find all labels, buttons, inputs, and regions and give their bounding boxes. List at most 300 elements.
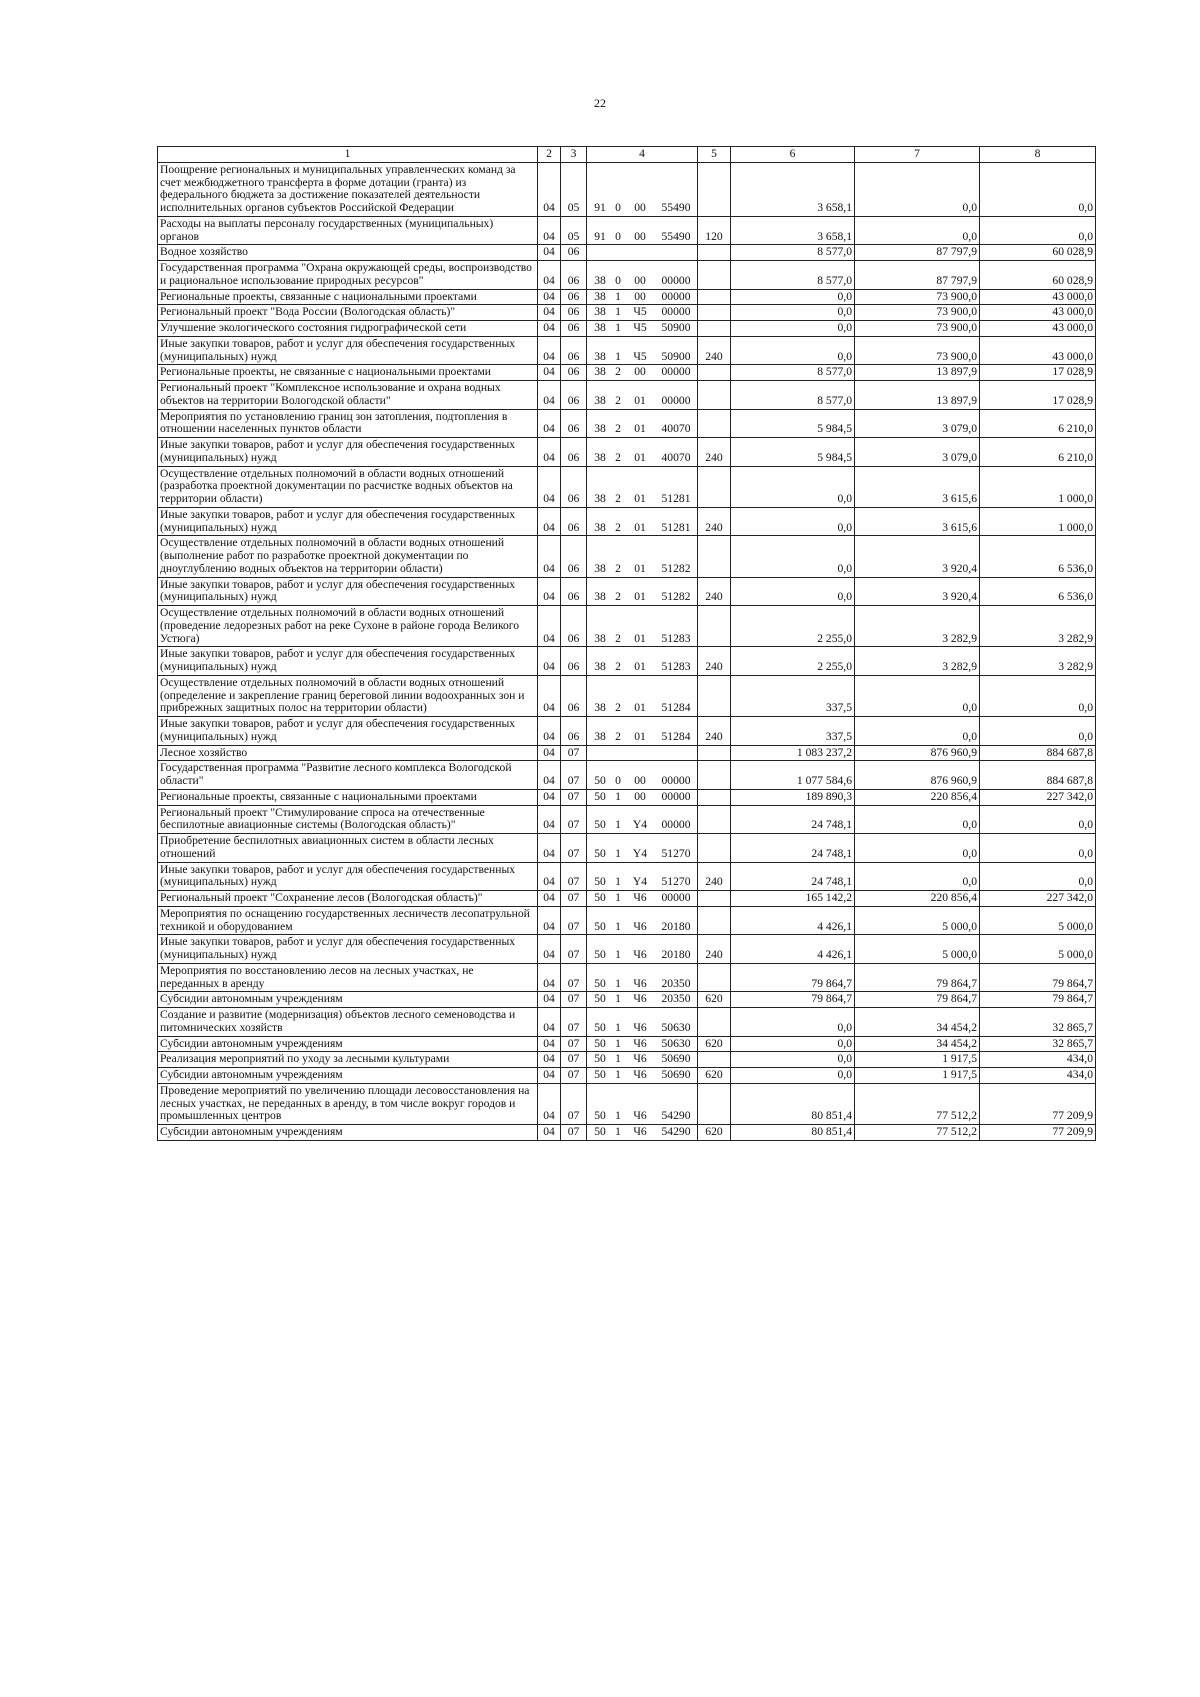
code-part: 51283 (661, 631, 691, 645)
code-section: 04 (538, 536, 561, 577)
code-section: 04 (538, 289, 561, 305)
table-row (158, 577, 1096, 606)
code-part: 2 (615, 422, 621, 436)
table-row (158, 1036, 1096, 1052)
amount-col-7: 220 856,4 (855, 891, 980, 907)
code-part: 01 (634, 393, 646, 407)
code-part: 50 (594, 1068, 606, 1081)
amount-col-8: 0,0 (980, 216, 1096, 245)
amount-col-6: 4 426,1 (731, 906, 855, 935)
code-subsection: 07 (561, 761, 587, 790)
code-section: 04 (538, 336, 561, 365)
amount-col-6: 3 658,1 (731, 162, 855, 216)
amount-col-7: 3 615,6 (855, 466, 980, 507)
budget-table (157, 146, 1096, 1141)
amount-col-8: 0,0 (980, 862, 1096, 891)
table-row (158, 507, 1096, 536)
code-target-article (587, 675, 698, 716)
code-section: 04 (538, 1068, 561, 1084)
code-part: 50 (594, 891, 606, 904)
code-part: 20180 (661, 948, 691, 961)
code-target-article (587, 963, 698, 992)
code-target-article (587, 305, 698, 321)
code-part: 1 (615, 289, 621, 303)
code-target-article (587, 1125, 698, 1141)
amount-col-8: 32 865,7 (980, 1036, 1096, 1052)
code-part: 1 (615, 818, 621, 832)
code-target-article (587, 1068, 698, 1084)
header-row (158, 147, 1096, 163)
code-part: 38 (594, 520, 606, 534)
code-part: 38 (594, 365, 606, 379)
row-name: Региональный проект "Стимулирование спроса на отечественные беспилотные авиационные системы (Вологодская область)" (158, 805, 538, 834)
code-section: 04 (538, 438, 561, 467)
code-expense-type (698, 289, 731, 305)
amount-col-8: 5 000,0 (980, 935, 1096, 964)
code-part: 51284 (661, 729, 691, 743)
code-part: 00000 (661, 273, 691, 287)
amount-col-7: 77 512,2 (855, 1125, 980, 1141)
code-section: 04 (538, 321, 561, 337)
code-expense-type: 240 (698, 577, 731, 606)
code-part: 0 (615, 273, 621, 287)
code-expense-type (698, 466, 731, 507)
code-part: 38 (594, 561, 606, 575)
code-target-article (587, 1036, 698, 1052)
amount-col-8: 32 865,7 (980, 1008, 1096, 1037)
amount-col-8: 77 209,9 (980, 1083, 1096, 1124)
code-subsection: 06 (561, 245, 587, 261)
code-section: 04 (538, 466, 561, 507)
code-target-article (587, 261, 698, 290)
row-name: Мероприятия по установлению границ зон затопления, подтопления в отношении населенных пунктов области (158, 409, 538, 438)
code-expense-type (698, 963, 731, 992)
table-row (158, 536, 1096, 577)
code-subsection: 06 (561, 381, 587, 410)
amount-col-7: 220 856,4 (855, 789, 980, 805)
amount-col-6: 0,0 (731, 289, 855, 305)
code-expense-type: 620 (698, 1068, 731, 1084)
code-part: 00000 (661, 774, 691, 787)
code-part: Ч6 (633, 1052, 647, 1066)
amount-col-6: 0,0 (731, 577, 855, 606)
row-name: Иные закупки товаров, работ и услуг для обеспечения государственных (муниципальных) нужд (158, 717, 538, 746)
row-name: Региональный проект "Комплексное использование и охрана водных объектов на территории Вологодской области" (158, 381, 538, 410)
amount-col-8: 43 000,0 (980, 289, 1096, 305)
code-part: Y4 (632, 875, 648, 889)
amount-col-7: 13 897,9 (855, 381, 980, 410)
amount-col-6: 0,0 (731, 466, 855, 507)
amount-col-7: 34 454,2 (855, 1036, 980, 1052)
code-part: 00 (634, 289, 646, 303)
code-subsection: 06 (561, 365, 587, 381)
amount-col-8: 0,0 (980, 162, 1096, 216)
code-part: 55490 (661, 229, 691, 243)
code-target-article (587, 507, 698, 536)
code-subsection: 06 (561, 261, 587, 290)
amount-col-6: 1 083 237,2 (731, 745, 855, 761)
code-target-article (587, 216, 698, 245)
code-part: 50 (594, 1020, 606, 1034)
amount-col-8: 79 864,7 (980, 963, 1096, 992)
amount-col-8: 434,0 (980, 1052, 1096, 1068)
code-subsection: 07 (561, 789, 587, 805)
code-expense-type (698, 261, 731, 290)
code-expense-type (698, 761, 731, 790)
code-part: 38 (594, 349, 606, 363)
code-section: 04 (538, 862, 561, 891)
amount-col-7: 3 920,4 (855, 536, 980, 577)
amount-col-6: 0,0 (731, 536, 855, 577)
code-section: 04 (538, 409, 561, 438)
code-target-article (587, 466, 698, 507)
code-target-article (587, 245, 698, 261)
code-part: 38 (594, 289, 606, 303)
amount-col-7: 0,0 (855, 862, 980, 891)
code-part: 01 (634, 590, 646, 604)
table-row (158, 261, 1096, 290)
code-subsection: 07 (561, 834, 587, 863)
code-expense-type (698, 536, 731, 577)
code-section: 04 (538, 761, 561, 790)
table-row (158, 805, 1096, 834)
amount-col-6: 3 658,1 (731, 216, 855, 245)
amount-col-7: 34 454,2 (855, 1008, 980, 1037)
code-part: 50630 (661, 1020, 691, 1034)
code-subsection: 07 (561, 1036, 587, 1052)
amount-col-6: 8 577,0 (731, 245, 855, 261)
row-name: Осуществление отдельных полномочий в области водных отношений (разработка проектной документации по расчистке водных объектов на территории области) (158, 466, 538, 507)
amount-col-8: 60 028,9 (980, 245, 1096, 261)
code-part: 0 (615, 774, 621, 787)
amount-col-8: 0,0 (980, 834, 1096, 863)
code-subsection: 07 (561, 1068, 587, 1084)
code-section: 04 (538, 1008, 561, 1037)
code-target-article (587, 745, 698, 761)
amount-col-8: 227 342,0 (980, 789, 1096, 805)
code-expense-type: 620 (698, 1036, 731, 1052)
code-target-article (587, 717, 698, 746)
header-cell: 2 (538, 147, 561, 163)
amount-col-6: 2 255,0 (731, 647, 855, 676)
amount-col-6: 0,0 (731, 1008, 855, 1037)
code-target-article (587, 381, 698, 410)
amount-col-7: 876 960,9 (855, 745, 980, 761)
amount-col-6: 24 748,1 (731, 862, 855, 891)
code-part: Ч6 (633, 1109, 647, 1123)
table-row (158, 992, 1096, 1008)
code-expense-type (698, 789, 731, 805)
code-target-article (587, 862, 698, 891)
code-subsection: 07 (561, 1125, 587, 1141)
row-name: Осуществление отдельных полномочий в области водных отношений (проведение ледорезных работ на реке Сухоне в районе города Великого Устюга) (158, 606, 538, 647)
code-part: 50690 (661, 1052, 691, 1066)
code-part: 91 (594, 201, 606, 214)
table-row (158, 245, 1096, 261)
code-part: 50900 (661, 349, 691, 363)
code-part: 50 (594, 948, 606, 961)
code-part: Ч6 (633, 992, 647, 1006)
code-part: 00 (634, 774, 646, 787)
code-part: 38 (594, 660, 606, 673)
amount-col-6: 0,0 (731, 1036, 855, 1052)
table-row (158, 1008, 1096, 1037)
amount-col-7: 3 920,4 (855, 577, 980, 606)
code-target-article (587, 1083, 698, 1124)
code-expense-type: 120 (698, 216, 731, 245)
row-name: Иные закупки товаров, работ и услуг для обеспечения государственных (муниципальных) нужд (158, 336, 538, 365)
header-cell: 1 (158, 147, 538, 163)
code-part: 50 (594, 1052, 606, 1066)
code-target-article (587, 789, 698, 805)
code-target-article (587, 992, 698, 1008)
amount-col-8: 17 028,9 (980, 365, 1096, 381)
code-part: 1 (615, 305, 621, 319)
code-expense-type: 240 (698, 438, 731, 467)
code-expense-type (698, 162, 731, 216)
code-subsection: 06 (561, 466, 587, 507)
row-name: Осуществление отдельных полномочий в области водных отношений (выполнение работ по разработке проектной документации по дноуглублению водных объектов на территории области) (158, 536, 538, 577)
amount-col-8: 0,0 (980, 717, 1096, 746)
code-part: 38 (594, 422, 606, 436)
code-part: 1 (615, 349, 621, 363)
amount-col-7: 77 512,2 (855, 1083, 980, 1124)
row-name: Лесное хозяйство (158, 745, 538, 761)
code-part: 2 (615, 561, 621, 575)
code-expense-type (698, 305, 731, 321)
amount-col-7: 13 897,9 (855, 365, 980, 381)
amount-col-7: 3 282,9 (855, 606, 980, 647)
amount-col-8: 17 028,9 (980, 381, 1096, 410)
code-part: Ч6 (633, 1125, 647, 1138)
code-subsection: 07 (561, 805, 587, 834)
code-part: 1 (615, 891, 621, 904)
code-section: 04 (538, 805, 561, 834)
code-part: 51270 (661, 875, 691, 889)
code-part: 20350 (661, 992, 691, 1006)
code-part: 2 (615, 729, 621, 743)
amount-col-7: 0,0 (855, 216, 980, 245)
code-part: 38 (594, 305, 606, 319)
code-subsection: 06 (561, 536, 587, 577)
code-section: 04 (538, 935, 561, 964)
row-name: Региональные проекты, не связанные с национальными проектами (158, 365, 538, 381)
code-expense-type: 620 (698, 1125, 731, 1141)
code-part: 51270 (661, 846, 691, 860)
code-section: 04 (538, 261, 561, 290)
amount-col-7: 3 079,0 (855, 438, 980, 467)
code-section: 04 (538, 963, 561, 992)
amount-col-7: 0,0 (855, 675, 980, 716)
amount-col-8: 0,0 (980, 675, 1096, 716)
code-part: 40070 (661, 450, 691, 464)
code-part: 38 (594, 590, 606, 604)
amount-col-8: 3 282,9 (980, 647, 1096, 676)
code-part: 00000 (661, 789, 691, 803)
amount-col-7: 1 917,5 (855, 1068, 980, 1084)
code-target-article (587, 1052, 698, 1068)
code-part: 50 (594, 992, 606, 1006)
amount-col-7: 876 960,9 (855, 761, 980, 790)
row-name: Мероприятия по оснащению государственных лесничеств лесопатрульной техникой и оборудованием (158, 906, 538, 935)
code-subsection: 06 (561, 606, 587, 647)
code-part: 00000 (661, 818, 691, 832)
code-part: 2 (615, 631, 621, 645)
code-part: 01 (634, 561, 646, 575)
code-target-article (587, 162, 698, 216)
amount-col-6: 8 577,0 (731, 261, 855, 290)
amount-col-6: 8 577,0 (731, 365, 855, 381)
code-part: 51282 (661, 590, 691, 604)
code-target-article (587, 336, 698, 365)
amount-col-8: 0,0 (980, 805, 1096, 834)
code-expense-type (698, 321, 731, 337)
header-cell: 6 (731, 147, 855, 163)
code-expense-type (698, 1083, 731, 1124)
amount-col-6: 1 077 584,6 (731, 761, 855, 790)
code-part: 51281 (661, 520, 691, 534)
amount-col-8: 434,0 (980, 1068, 1096, 1084)
code-subsection: 07 (561, 963, 587, 992)
code-section: 04 (538, 245, 561, 261)
amount-col-7: 87 797,9 (855, 261, 980, 290)
amount-col-8: 884 687,8 (980, 761, 1096, 790)
code-part: 00000 (661, 289, 691, 303)
code-part: 50 (594, 818, 606, 832)
table-row (158, 761, 1096, 790)
code-part: 50 (594, 846, 606, 860)
amount-col-6: 2 255,0 (731, 606, 855, 647)
row-name: Расходы на выплаты персоналу государственных (муниципальных) органов (158, 216, 538, 245)
code-part: Ч6 (633, 1036, 647, 1050)
table-row (158, 963, 1096, 992)
code-section: 04 (538, 717, 561, 746)
code-section: 04 (538, 647, 561, 676)
code-expense-type (698, 675, 731, 716)
header-cell: 7 (855, 147, 980, 163)
code-expense-type: 240 (698, 336, 731, 365)
code-subsection: 06 (561, 577, 587, 606)
code-part: 50 (594, 875, 606, 889)
amount-col-7: 79 864,7 (855, 963, 980, 992)
amount-col-7: 3 282,9 (855, 647, 980, 676)
code-section: 04 (538, 906, 561, 935)
code-subsection: 07 (561, 935, 587, 964)
code-expense-type (698, 745, 731, 761)
amount-col-6: 79 864,7 (731, 963, 855, 992)
table-row (158, 336, 1096, 365)
amount-col-6: 0,0 (731, 1068, 855, 1084)
row-name: Иные закупки товаров, работ и услуг для обеспечения государственных (муниципальных) нужд (158, 935, 538, 964)
amount-col-8: 6 536,0 (980, 536, 1096, 577)
amount-col-7: 5 000,0 (855, 935, 980, 964)
amount-col-6: 0,0 (731, 321, 855, 337)
code-subsection: 06 (561, 336, 587, 365)
code-part: 01 (634, 450, 646, 464)
amount-col-8: 77 209,9 (980, 1125, 1096, 1141)
code-section: 04 (538, 162, 561, 216)
row-name: Субсидии автономным учреждениям (158, 992, 538, 1008)
code-part: Y4 (632, 818, 648, 832)
amount-col-7: 0,0 (855, 805, 980, 834)
code-expense-type (698, 381, 731, 410)
row-name: Региональный проект "Сохранение лесов (Вологодская область)" (158, 891, 538, 907)
row-name: Государственная программа "Развитие лесного комплекса Вологодской области" (158, 761, 538, 790)
code-part: 38 (594, 321, 606, 334)
table-row (158, 647, 1096, 676)
code-section: 04 (538, 381, 561, 410)
code-part: 50 (594, 919, 606, 933)
code-part: 1 (615, 919, 621, 933)
table-row (158, 162, 1096, 216)
code-expense-type: 240 (698, 935, 731, 964)
code-target-article (587, 647, 698, 676)
amount-col-6: 337,5 (731, 717, 855, 746)
table-row (158, 675, 1096, 716)
code-subsection: 06 (561, 675, 587, 716)
code-part: 40070 (661, 422, 691, 436)
code-target-article (587, 891, 698, 907)
code-part: 50 (594, 1036, 606, 1050)
code-part: Ч6 (633, 891, 647, 904)
code-part: 50 (594, 1125, 606, 1138)
row-name: Региональный проект "Вода России (Вологодская область)" (158, 305, 538, 321)
code-part: 1 (615, 1125, 621, 1138)
row-name: Региональные проекты, связанные с национальными проектами (158, 789, 538, 805)
code-target-article (587, 761, 698, 790)
code-part: 1 (615, 1020, 621, 1034)
header-cell: 8 (980, 147, 1096, 163)
amount-col-8: 43 000,0 (980, 305, 1096, 321)
table-row (158, 891, 1096, 907)
table-row (158, 409, 1096, 438)
code-part: 38 (594, 631, 606, 645)
amount-col-8: 79 864,7 (980, 992, 1096, 1008)
amount-col-6: 4 426,1 (731, 935, 855, 964)
row-name: Государственная программа "Охрана окружающей среды, воспроизводство и рациональное использование природных ресурсов" (158, 261, 538, 290)
code-subsection: 07 (561, 1052, 587, 1068)
code-expense-type (698, 245, 731, 261)
code-subsection: 05 (561, 162, 587, 216)
row-name: Субсидии автономным учреждениям (158, 1068, 538, 1084)
code-expense-type (698, 606, 731, 647)
code-part: 1 (615, 1036, 621, 1050)
code-target-article (587, 438, 698, 467)
code-section: 04 (538, 1052, 561, 1068)
amount-col-6: 0,0 (731, 305, 855, 321)
code-section: 04 (538, 577, 561, 606)
code-part: 1 (615, 321, 621, 334)
code-part: 1 (615, 846, 621, 860)
code-expense-type (698, 834, 731, 863)
code-part: 00 (634, 201, 646, 214)
code-part: 1 (615, 875, 621, 889)
row-name: Улучшение экологического состояния гидрографической сети (158, 321, 538, 337)
code-section: 04 (538, 992, 561, 1008)
amount-col-8: 60 028,9 (980, 261, 1096, 290)
code-subsection: 06 (561, 409, 587, 438)
table-row (158, 381, 1096, 410)
code-target-article (587, 805, 698, 834)
code-part: 2 (615, 450, 621, 464)
code-section: 04 (538, 745, 561, 761)
row-name: Приобретение беспилотных авиационных систем в области лесных отношений (158, 834, 538, 863)
table-row (158, 906, 1096, 935)
code-part: 50 (594, 789, 606, 803)
table-row (158, 862, 1096, 891)
table-row (158, 321, 1096, 337)
code-part: 2 (615, 492, 621, 505)
